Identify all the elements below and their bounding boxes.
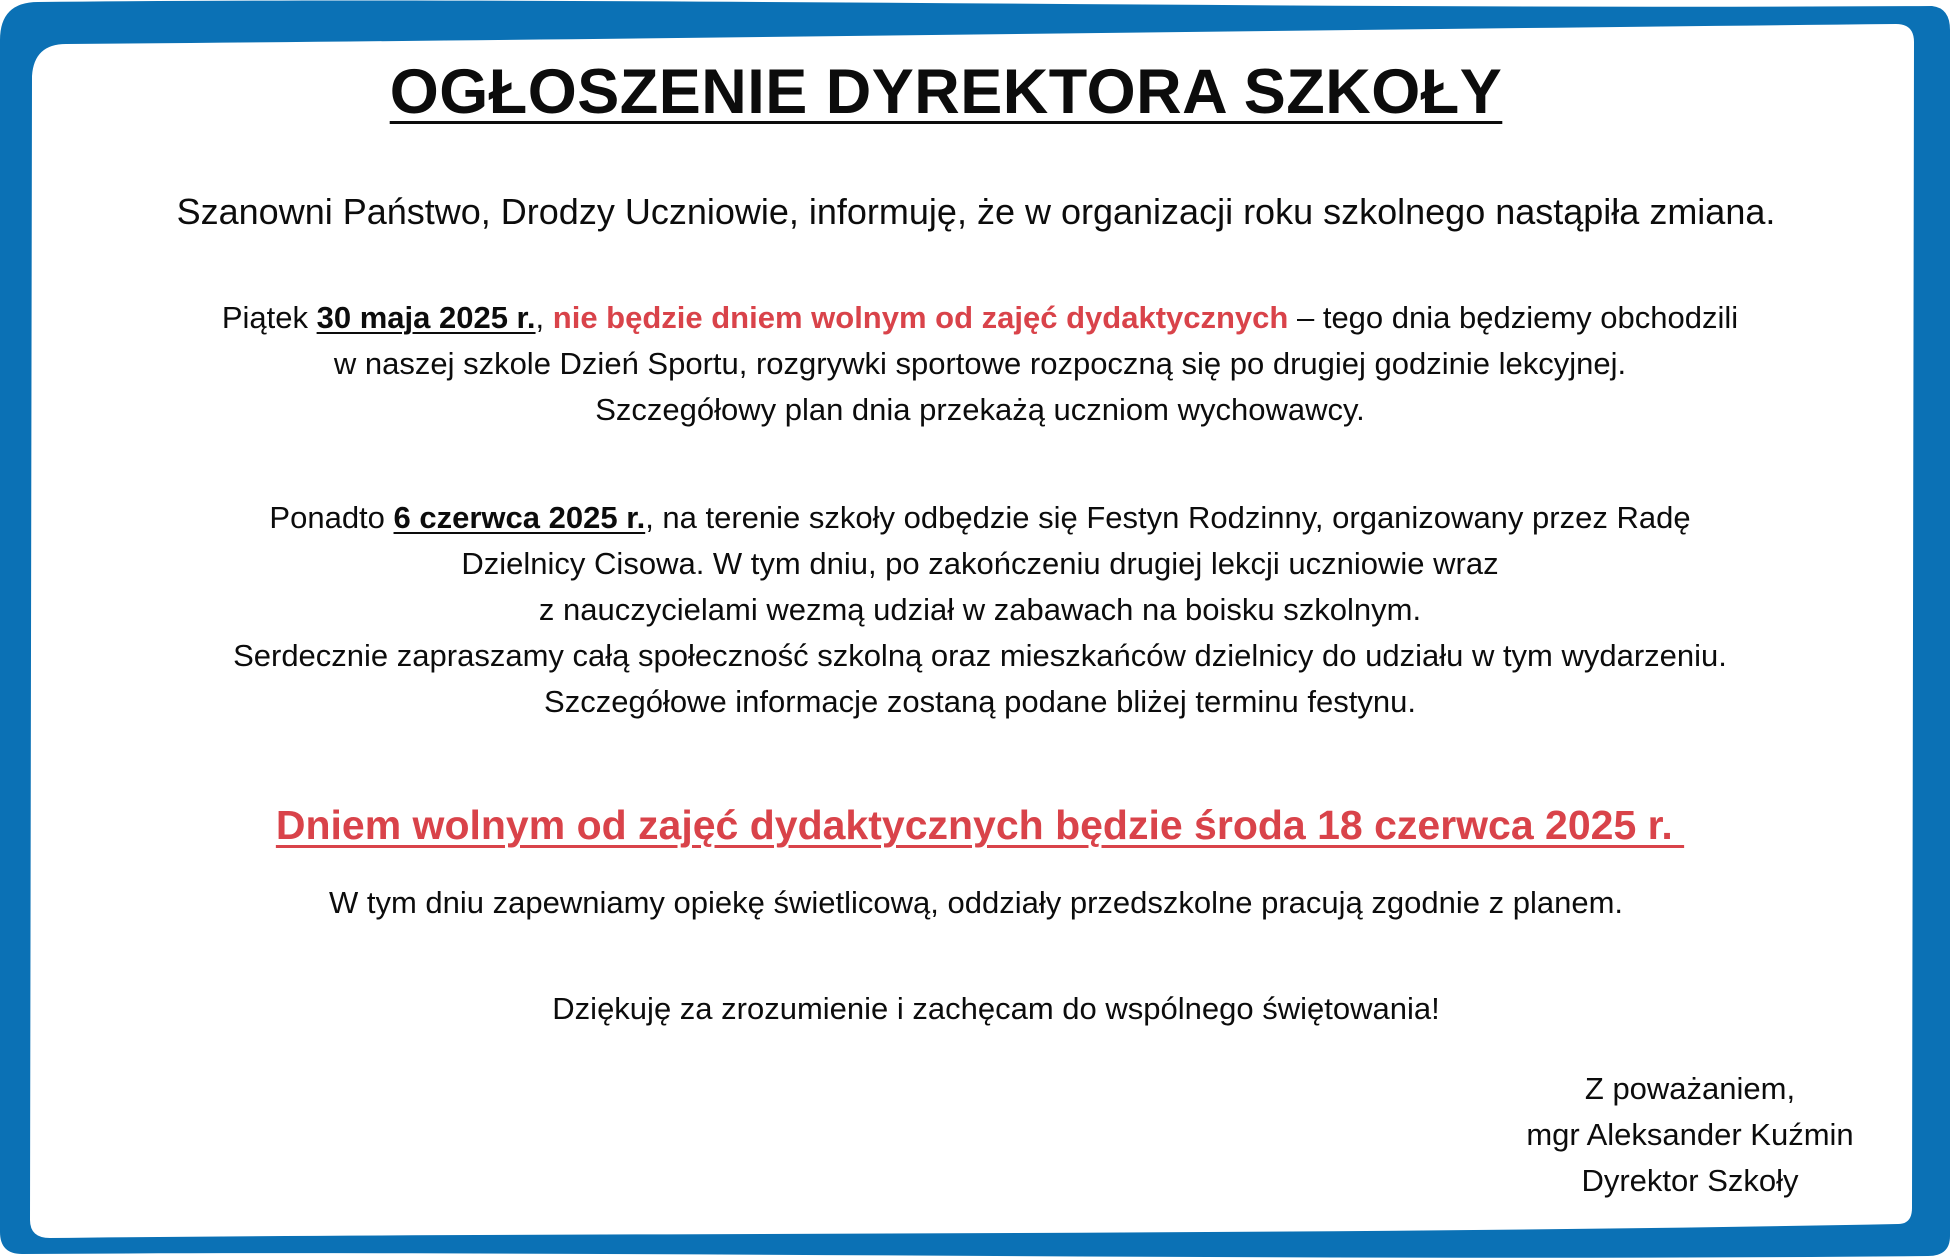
paragraph-family-festival xyxy=(0,495,1952,725)
signature-closing: Z poważaniem, xyxy=(1584,1071,1796,1106)
paragraph-line: Dzielnicy Cisowa. W tym dniu, po zakończeniu drugiej lekcji uczniowie wraz xyxy=(461,546,1499,581)
paragraph-line xyxy=(0,295,1952,341)
paragraph-line: Szczegółowy plan dnia przekażą uczniom wychowawcy. xyxy=(595,392,1365,427)
care-info: W tym dniu zapewniamy opiekę świetlicową, oddziały przedszkolne pracują zgodnie z planem. xyxy=(328,885,1624,920)
paragraph-sports-day xyxy=(0,295,1952,433)
text-span: , xyxy=(535,300,553,335)
paragraph-line: Szczegółowe informacje zostaną podane bliżej terminu festynu. xyxy=(544,684,1416,719)
signature-name: mgr Aleksander Kuźmin xyxy=(1526,1117,1854,1152)
paragraph-line xyxy=(0,495,1952,541)
text-span: Ponadto xyxy=(269,500,394,535)
text-span: – tego dnia będziemy obchodzili xyxy=(1288,300,1739,335)
paragraph-line: w naszej szkole Dzień Sportu, rozgrywki sportowe rozpoczną się po drugiej godzinie lekcyjnej. xyxy=(333,346,1627,381)
signature-block xyxy=(1470,1066,1910,1204)
text-span: Piątek xyxy=(221,300,317,335)
date-june-6: 6 czerwca 2025 r. xyxy=(393,500,646,535)
text-span: , na terenie szkoły odbędzie się Festyn Rodzinny, organizowany przez Radę xyxy=(645,500,1691,535)
not-day-off-note: nie będzie dniem wolnym od zajęć dydaktycznych xyxy=(552,300,1289,335)
signature-role: Dyrektor Szkoły xyxy=(1581,1163,1799,1198)
day-off-highlight: Dniem wolnym od zajęć dydaktycznych będzie środa 18 czerwca 2025 r. xyxy=(275,802,1685,848)
page-title: OGŁOSZENIE DYREKTORA SZKOŁY xyxy=(389,57,1503,127)
paragraph-line: z nauczycielami wezmą udział w zabawach na boisku szkolnym. xyxy=(538,592,1422,627)
paragraph-line: Serdecznie zapraszamy całą społeczność szkolną oraz mieszkańców dzielnicy do udziału w tym wydarzeniu. xyxy=(233,638,1727,673)
thanks-text: Dziękuję za zrozumienie i zachęcam do wspólnego świętowania! xyxy=(552,991,1440,1026)
intro-text: Szanowni Państwo, Drodzy Uczniowie, informuję, że w organizacji roku szkolnego nastąpiła zmiana. xyxy=(176,191,1776,232)
date-may-30: 30 maja 2025 r. xyxy=(316,300,536,335)
